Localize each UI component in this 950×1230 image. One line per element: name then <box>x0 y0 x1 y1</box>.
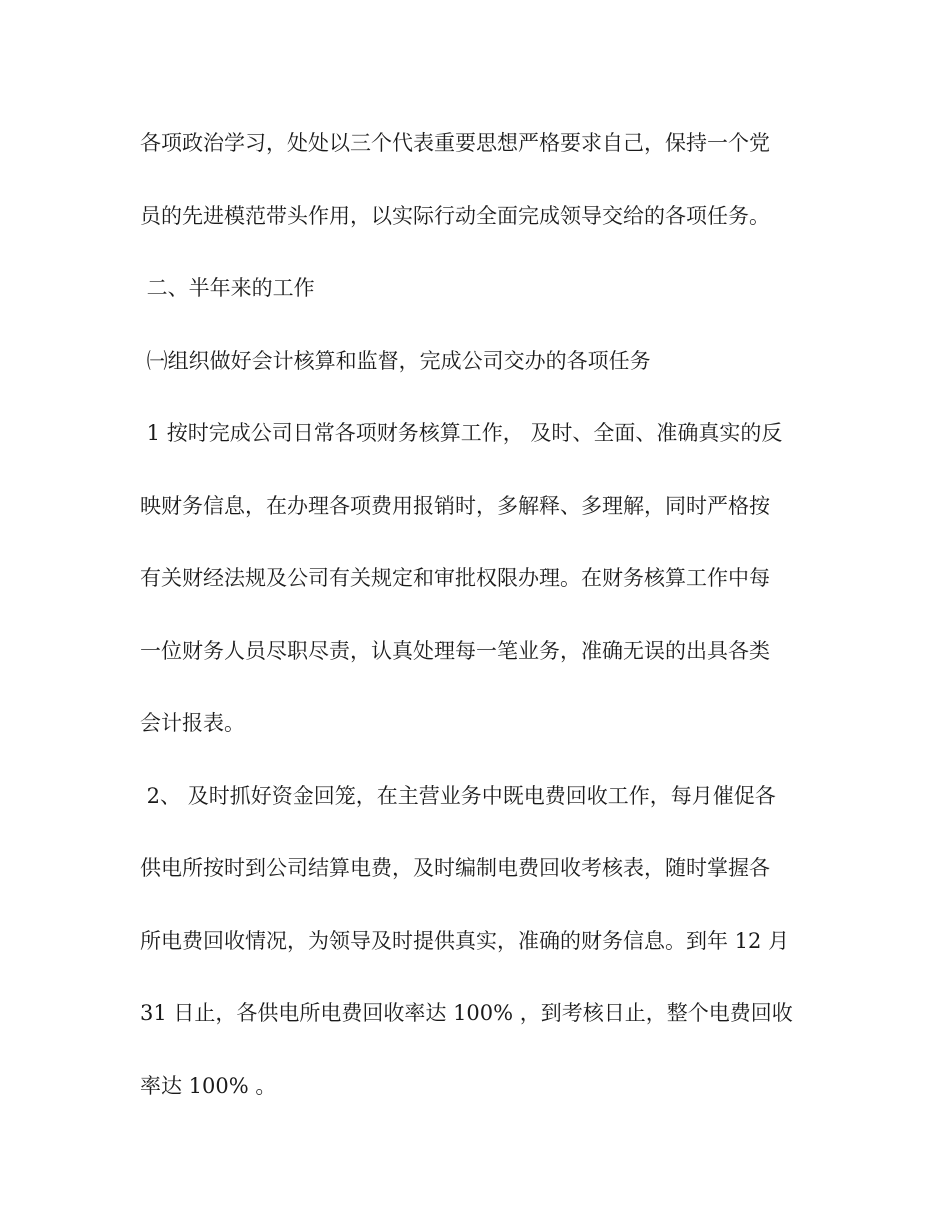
paragraph-line: 员的先进模范带头作用，以实际行动全面完成领导交给的各项任务。 <box>140 204 770 228</box>
paragraph-line: 供电所按时到公司结算电费，及时编制电费回收考核表，随时掌握各 <box>140 856 770 880</box>
paragraph-line: 会计报表。 <box>140 711 245 735</box>
paragraph-line: 1 按时完成公司日常各项财务核算工作， 及时、全面、准确真实的反 <box>140 421 783 445</box>
paragraph-line: 各项政治学习，处处以三个代表重要思想严格要求自己，保持一个党 <box>140 131 770 155</box>
paragraph-line: 映财务信息，在办理各项费用报销时，多解释、多理解，同时严格按 <box>140 494 770 518</box>
paragraph-line: 率达 100% 。 <box>140 1074 277 1098</box>
paragraph-line: 2、 及时抓好资金回笼，在主营业务中既电费回收工作，每月催促各 <box>140 784 776 808</box>
subsection-heading: ㈠组织做好会计核算和监督，完成公司交办的各项任务 <box>140 349 651 373</box>
paragraph-line: 有关财经法规及公司有关规定和审批权限办理。在财务核算工作中每 <box>140 566 770 590</box>
paragraph-line: 所电费回收情况，为领导及时提供真实，准确的财务信息。到年 12 月 <box>140 929 790 953</box>
section-heading: 二、半年来的工作 <box>140 276 315 300</box>
paragraph-line: 一位财务人员尽职尽责，认真处理每一笔业务，准确无误的出具各类 <box>140 639 770 663</box>
paragraph-line: 31 日止，各供电所电费回收率达 100% ，到考核日止，整个电费回收 <box>140 1001 793 1025</box>
